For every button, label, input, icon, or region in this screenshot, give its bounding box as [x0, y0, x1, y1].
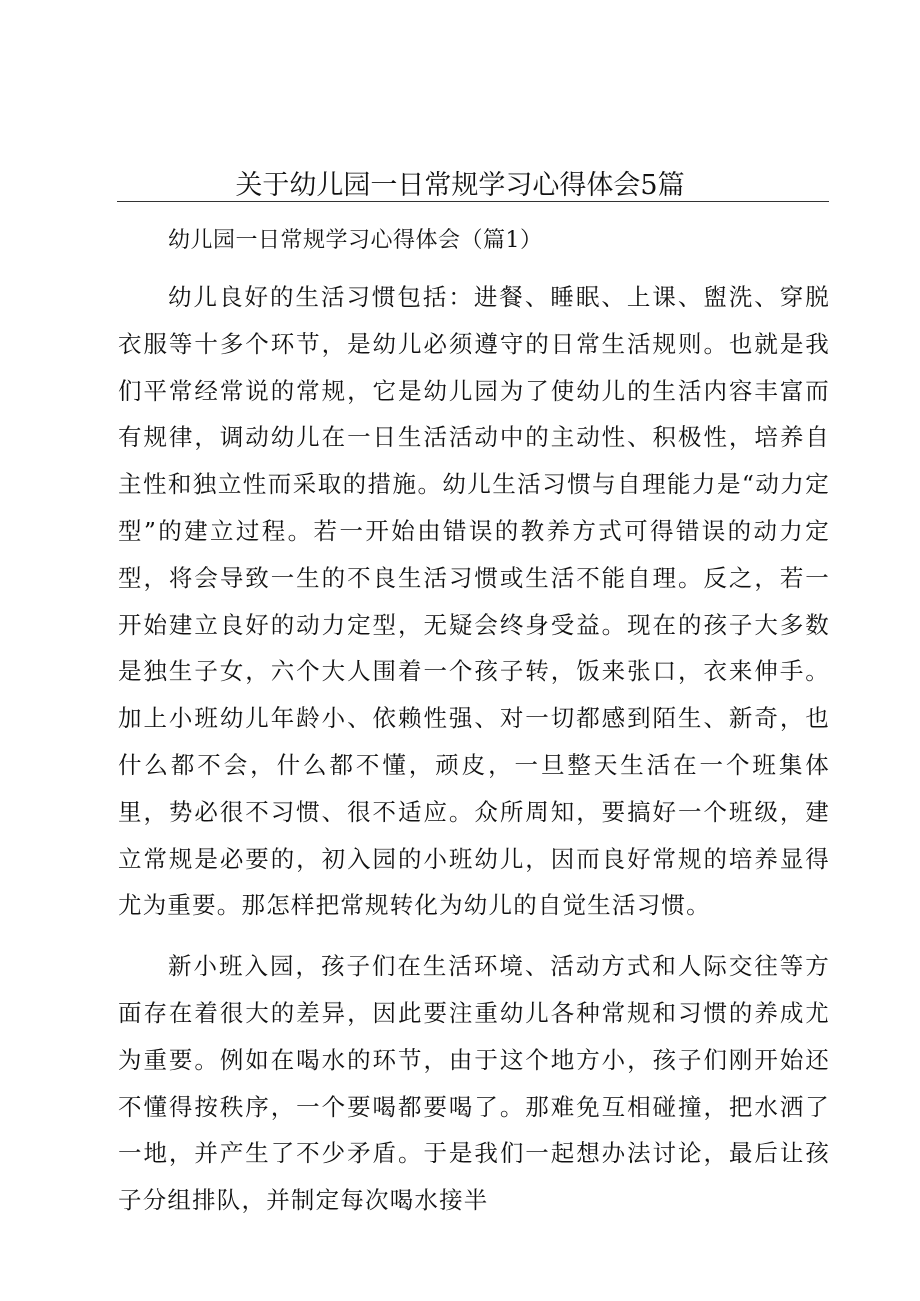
document-title: 关于幼儿园一日常规学习心得体会5篇 [235, 170, 685, 201]
section-heading: 幼儿园一日常规学习心得体会（篇1） [168, 228, 543, 253]
document-body [118, 220, 830, 1224]
title-underline [117, 201, 829, 202]
paragraph-2: 新小班入园，孩子们在生活环境、活动方式和人际交往等方面存在着很大的差异，因此要注重幼儿各种常规和习惯的养成尤为重要。例如在喝水的环节，由于这个地方小，孩子们刚开始还不懂得按秩序，一个要喝都要喝了。那难免互相碰撞，把水洒了一地，并产生了不少矛盾。于是我们一起想办法讨论，最后让孩子分组排队，并制定每次喝水接半 [118, 952, 830, 1215]
paragraph-1: 幼儿良好的生活习惯包括：进餐、睡眠、上课、盥洗、穿脱衣服等十多个环节，是幼儿必须遵守的日常生活规则。也就是我们平常经常说的常规，它是幼儿园为了使幼儿的生活内容丰富而有规律，调动幼儿在一日生活活动中的主动性、积极性，培养自主性和独立性而采取的措施。幼儿生活习惯与自理能力是“动力定型”的建立过程。若一开始由错误的教养方式可得错误的动力定型，将会导致一生的不良生活习惯或生活不能自理。反之，若一开始建立良好的动力定型，无疑会终身受益。现在的孩子大多数是独生子女，六个大人围着一个孩子转，饭来张口，衣来伸手。加上小班幼儿年龄小、依赖性强、对一切都感到陌生、新奇，也什么都不会，什么都不懂，顽皮，一旦整天生活在一个班集体里，势必很不习惯、很不适应。众所周知，要搞好一个班级，建立常规是必要的，初入园的小班幼儿，因而良好常规的培养显得尤为重要。那怎样把常规转化为幼儿的自觉生活习惯。 [118, 283, 830, 920]
